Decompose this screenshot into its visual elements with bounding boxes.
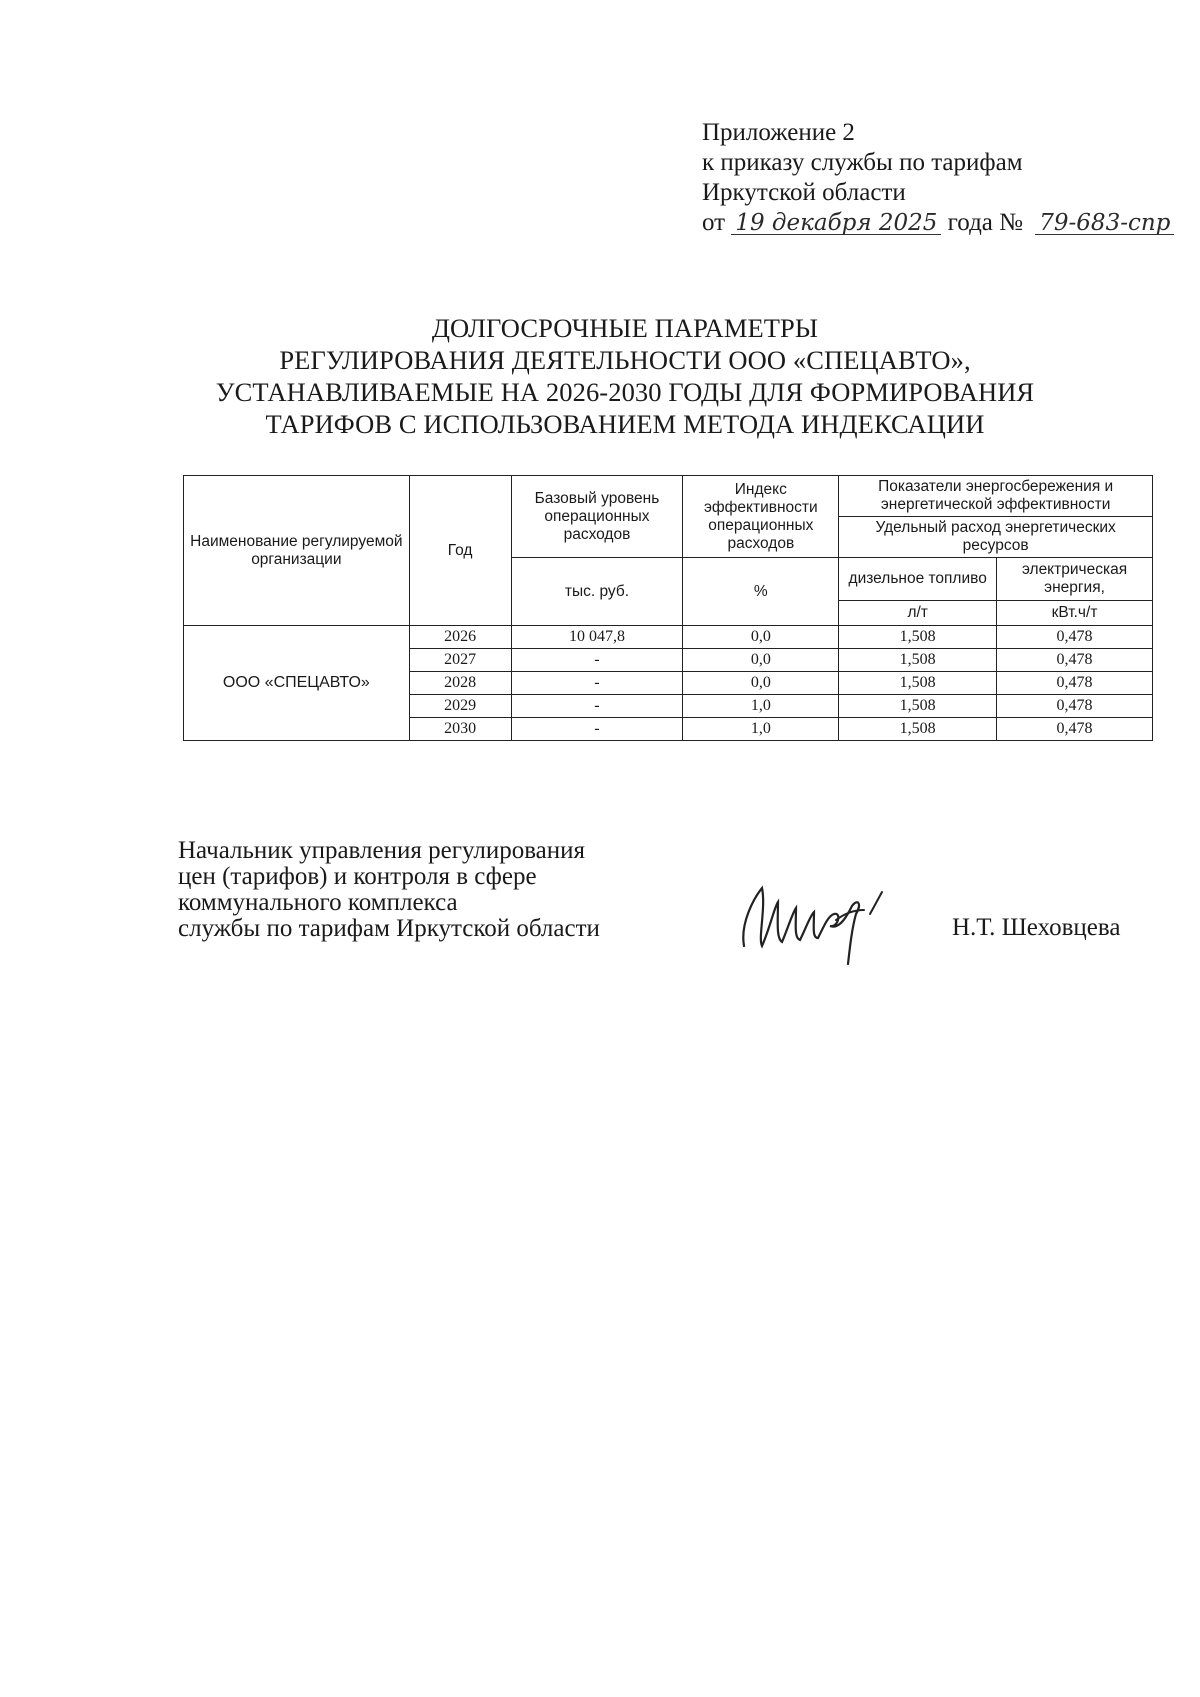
cell-index: 1,0: [683, 695, 839, 718]
cell-index: 0,0: [683, 672, 839, 695]
cell-year: 2027: [409, 649, 511, 672]
header-base-level: Базовый уровень операционных расходов: [511, 476, 683, 558]
appendix-ot: от: [702, 209, 726, 236]
cell-electricity: 0,478: [997, 626, 1153, 649]
cell-base: -: [511, 695, 683, 718]
position-line-3: коммунального комплекса: [178, 889, 458, 916]
parameters-table: [183, 475, 1153, 741]
cell-index: 0,0: [683, 626, 839, 649]
signer-name: Н.Т. Шеховцева: [952, 914, 1121, 941]
organization-cell: ООО «СПЕЦАВТО»: [184, 626, 410, 741]
cell-electricity: 0,478: [997, 649, 1153, 672]
appendix-date-line: [702, 208, 1174, 238]
cell-diesel: 1,508: [839, 695, 997, 718]
signatory-position: [178, 838, 600, 942]
appendix-header: [702, 118, 1174, 238]
title-line-3: УСТАНАВЛИВАЕМЫЕ НА 2026-2030 ГОДЫ ДЛЯ ФОРМИРОВАНИЯ: [215, 377, 1035, 407]
cell-index: 1,0: [683, 718, 839, 741]
header-year: Год: [409, 476, 511, 626]
cell-diesel: 1,508: [839, 672, 997, 695]
handwritten-date: 19 декабря 2025: [731, 212, 941, 235]
cell-year: 2026: [409, 626, 511, 649]
appendix-order-ref: к приказу службы по тарифам: [702, 149, 1023, 176]
header-energy-indicators: Показатели энергосбережения и энергетической эффективности: [839, 476, 1153, 517]
title-line-4: ТАРИФОВ С ИСПОЛЬЗОВАНИЕМ МЕТОДА ИНДЕКСАЦИИ: [265, 409, 985, 439]
table-row: [184, 626, 1153, 649]
header-electricity: электрическая энергия,: [997, 558, 1153, 601]
header-diesel: дизельное топливо: [839, 558, 997, 601]
appendix-region: Иркутской области: [702, 179, 906, 206]
header-specific-consumption: Удельный расход энергетических ресурсов: [839, 517, 1153, 558]
position-line-1: Начальник управления регулирования: [178, 837, 586, 864]
cell-diesel: 1,508: [839, 718, 997, 741]
header-unit-diesel: л/т: [839, 601, 997, 626]
header-unit-base: тыс. руб.: [511, 558, 683, 626]
cell-year: 2028: [409, 672, 511, 695]
cell-base: -: [511, 672, 683, 695]
cell-year: 2029: [409, 695, 511, 718]
cell-diesel: 1,508: [839, 626, 997, 649]
cell-electricity: 0,478: [997, 718, 1153, 741]
cell-base: -: [511, 718, 683, 741]
header-unit-electricity: кВт.ч/т: [997, 601, 1153, 626]
title-line-1: ДОЛГОСРОЧНЫЕ ПАРАМЕТРЫ: [431, 313, 819, 343]
cell-index: 0,0: [683, 649, 839, 672]
header-org: Наименование регулируемой организации: [184, 476, 410, 626]
position-line-4: службы по тарифам Иркутской области: [178, 915, 600, 942]
title-line-2: РЕГУЛИРОВАНИЯ ДЕЯТЕЛЬНОСТИ ООО «СПЕЦАВТО»,: [279, 345, 971, 375]
appendix-title: Приложение 2: [702, 119, 855, 146]
cell-base: -: [511, 649, 683, 672]
cell-electricity: 0,478: [997, 695, 1153, 718]
cell-diesel: 1,508: [839, 649, 997, 672]
handwritten-number: 79-683-спр: [1035, 212, 1174, 235]
cell-year: 2030: [409, 718, 511, 741]
header-efficiency-index: Индекс эффективности операционных расходов: [683, 476, 839, 558]
handwritten-signature: [732, 868, 942, 968]
cell-electricity: 0,478: [997, 672, 1153, 695]
header-unit-index: %: [683, 558, 839, 626]
appendix-mid: года №: [947, 209, 1024, 236]
position-line-2: цен (тарифов) и контроля в сфере: [178, 863, 537, 890]
cell-base: 10 047,8: [511, 626, 683, 649]
document-title: [160, 312, 1090, 440]
